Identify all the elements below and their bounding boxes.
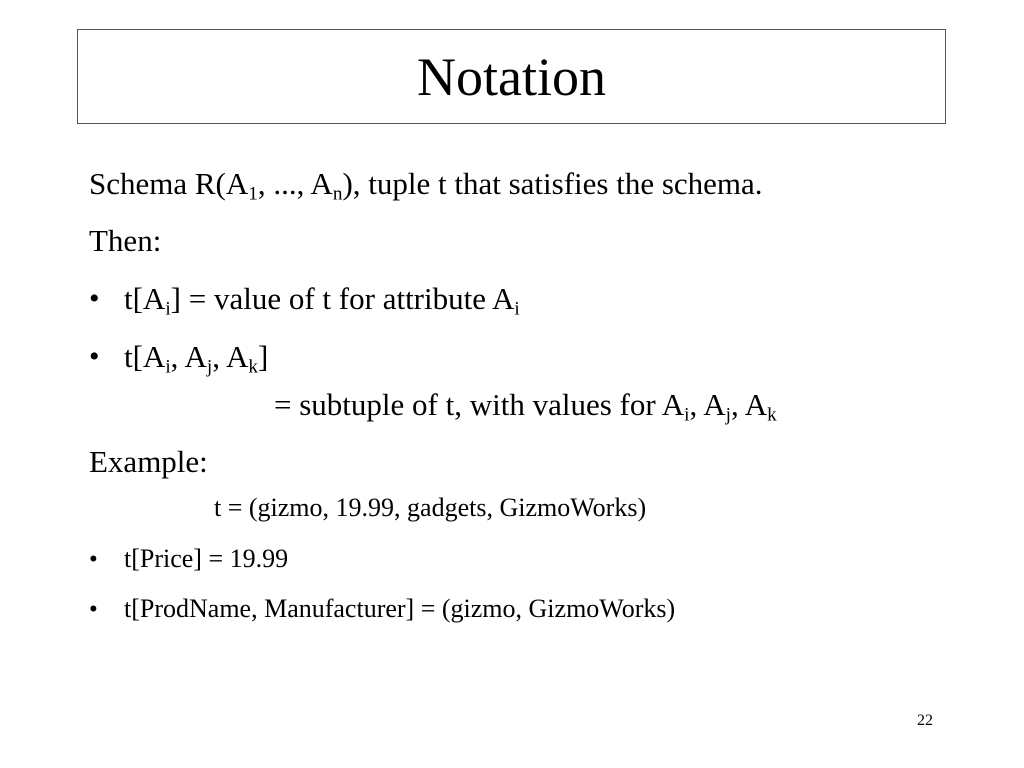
schema-sub-1: 1 xyxy=(248,183,258,205)
bullet-marker-1: • xyxy=(89,282,100,315)
example-tuple: t = (gizmo, 19.99, gadgets, GizmoWorks) xyxy=(214,493,647,522)
bullet-2-cont-sub-1: i xyxy=(684,404,690,426)
bullet-2 xyxy=(124,339,269,378)
example-bullet-marker-2: • xyxy=(89,596,98,623)
title-box xyxy=(77,29,946,124)
schema-line xyxy=(89,166,763,205)
bullet-2-cont-sub-2: j xyxy=(725,404,731,426)
bullet-1-text-2: ] = value of t for attribute A xyxy=(170,281,515,316)
bullet-2-text-1: t[A xyxy=(124,339,166,374)
slide-title: Notation xyxy=(417,46,606,107)
bullet-2-cont-text-1: = subtuple of t, with values for A xyxy=(274,387,685,422)
example-bullet-marker-1: • xyxy=(89,546,98,573)
bullet-2-text-3: , A xyxy=(212,339,249,374)
bullet-2-sub-2: j xyxy=(206,356,213,378)
bullet-2-text-2: , A xyxy=(170,339,207,374)
bullet-2-cont-text-2: , A xyxy=(689,387,726,422)
bullet-2-text-4: ] xyxy=(258,339,269,374)
page-number: 22 xyxy=(917,712,933,729)
schema-text-1: Schema R(A xyxy=(89,166,249,201)
bullet-1-text-1: t[A xyxy=(124,281,166,316)
bullet-2-continuation xyxy=(274,387,777,426)
schema-text-2: , ..., A xyxy=(257,166,333,201)
bullet-1-sub-2: i xyxy=(514,298,520,320)
bullet-2-sub-1: i xyxy=(165,356,171,378)
example-label: Example: xyxy=(89,444,208,479)
bullet-1 xyxy=(124,281,520,320)
example-bullet-2: t[ProdName, Manufacturer] = (gizmo, GizmoWorks) xyxy=(124,594,676,623)
schema-sub-n: n xyxy=(332,183,343,205)
example-bullet-1: t[Price] = 19.99 xyxy=(124,544,289,573)
bullet-1-sub-1: i xyxy=(165,298,171,320)
bullet-2-cont-text-3: , A xyxy=(730,387,768,422)
then-label: Then: xyxy=(89,223,162,258)
bullet-2-cont-sub-3: k xyxy=(767,404,777,426)
bullet-2-sub-3: k xyxy=(248,356,258,378)
schema-text-3: ), tuple t that satisfies the schema. xyxy=(342,166,763,201)
bullet-marker-2: • xyxy=(89,340,100,373)
